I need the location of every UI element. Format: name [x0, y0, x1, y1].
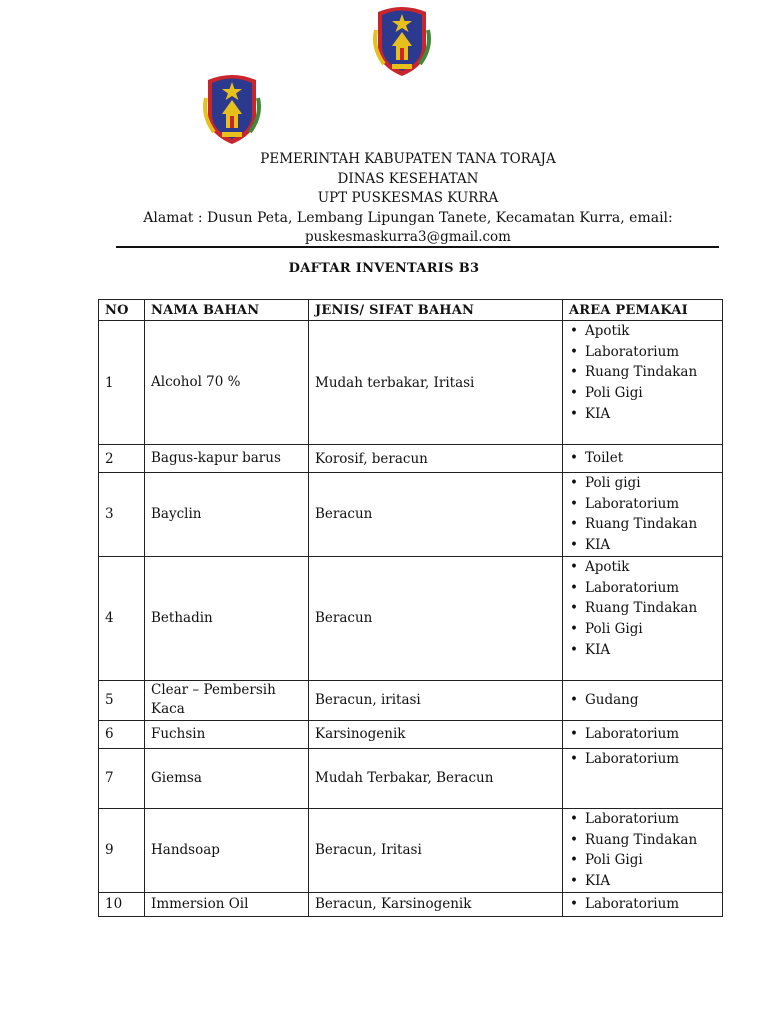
header-department: DINAS KESEHATAN	[337, 170, 479, 187]
cell-no: 3	[99, 473, 145, 557]
area-list-item: • Laboratorium	[568, 724, 716, 745]
table-row	[99, 892, 723, 916]
area-list-item: • Toilet	[568, 448, 716, 469]
area-list	[568, 894, 716, 915]
area-list	[568, 690, 716, 711]
cell-jenis-sifat: Karsinogenik	[309, 720, 563, 748]
cell-jenis-sifat: Beracun, Iritasi	[309, 808, 563, 892]
regency-emblem-icon	[200, 68, 264, 148]
area-list-item: • Laboratorium	[568, 749, 716, 770]
area-list	[568, 809, 716, 892]
cell-no: 2	[99, 445, 145, 473]
area-list-item: • Gudang	[568, 690, 716, 711]
cell-nama-bahan: Handsoap	[145, 808, 309, 892]
table-row	[99, 445, 723, 473]
cell-nama-bahan: Alcohol 70 %	[145, 321, 309, 445]
area-list	[568, 321, 716, 425]
column-header-jenis: JENIS/ SIFAT BAHAN	[309, 300, 563, 321]
regency-emblem-icon	[370, 0, 434, 80]
cell-nama-bahan: Bagus-kapur barus	[145, 445, 309, 473]
column-header-area: AREA PEMAKAI	[563, 300, 723, 321]
cell-area-pemakai	[563, 445, 723, 473]
area-list-item: • Apotik	[568, 557, 716, 578]
table-row	[99, 680, 723, 720]
emblem-graphic	[200, 68, 264, 148]
cell-nama-bahan: Giemsa	[145, 748, 309, 808]
table-row	[99, 720, 723, 748]
header-address: Alamat : Dusun Peta, Lembang Lipungan Tanete, Kecamatan Kurra, email:	[143, 209, 673, 226]
area-list-item: • Laboratorium	[568, 894, 716, 915]
cell-jenis-sifat: Mudah Terbakar, Beracun	[309, 748, 563, 808]
cell-nama-bahan: Clear – Pembersih Kaca	[145, 680, 309, 720]
cell-jenis-sifat: Korosif, beracun	[309, 445, 563, 473]
area-list-item: • KIA	[568, 640, 716, 661]
cell-area-pemakai	[563, 720, 723, 748]
cell-area-pemakai	[563, 748, 723, 808]
cell-no: 4	[99, 556, 145, 680]
table-body	[99, 321, 723, 917]
cell-jenis-sifat: Beracun	[309, 473, 563, 557]
cell-area-pemakai	[563, 680, 723, 720]
cell-no: 6	[99, 720, 145, 748]
table-header-row	[99, 300, 723, 321]
cell-jenis-sifat: Beracun, iritasi	[309, 680, 563, 720]
column-header-no: NO	[99, 300, 145, 321]
table-row	[99, 808, 723, 892]
area-list	[568, 557, 716, 661]
inventory-table	[98, 299, 723, 917]
header-divider	[116, 246, 719, 248]
column-header-nama: NAMA BAHAN	[145, 300, 309, 321]
table-row	[99, 556, 723, 680]
area-list-item: • Laboratorium	[568, 578, 716, 599]
area-list-item: • Poli Gigi	[568, 619, 716, 640]
document-title: DAFTAR INVENTARIS B3	[288, 261, 480, 276]
cell-no: 5	[99, 680, 145, 720]
cell-nama-bahan: Bethadin	[145, 556, 309, 680]
area-list-item: • Apotik	[568, 321, 716, 342]
area-list-item: • KIA	[568, 535, 716, 556]
area-list-item: • KIA	[568, 871, 716, 892]
area-list-item: • Ruang Tindakan	[568, 362, 716, 383]
area-list-item: • Ruang Tindakan	[568, 830, 716, 851]
area-list	[568, 749, 716, 770]
header-government: PEMERINTAH KABUPATEN TANA TORAJA	[260, 151, 556, 167]
table-row	[99, 473, 723, 557]
area-list-item: • Laboratorium	[568, 809, 716, 830]
area-list-item: • Laboratorium	[568, 342, 716, 363]
cell-area-pemakai	[563, 808, 723, 892]
area-list-item: • Poli Gigi	[568, 383, 716, 404]
emblem-graphic	[370, 0, 434, 80]
header-unit: UPT PUSKESMAS KURRA	[317, 190, 499, 206]
cell-area-pemakai	[563, 473, 723, 557]
cell-no: 7	[99, 748, 145, 808]
area-list-item: • Ruang Tindakan	[568, 514, 716, 535]
table-row	[99, 321, 723, 445]
cell-nama-bahan: Fuchsin	[145, 720, 309, 748]
cell-area-pemakai	[563, 892, 723, 916]
area-list	[568, 724, 716, 745]
cell-jenis-sifat: Mudah terbakar, Iritasi	[309, 321, 563, 445]
area-list-item: • Poli gigi	[568, 473, 716, 494]
cell-area-pemakai	[563, 321, 723, 445]
area-list-item: • KIA	[568, 404, 716, 425]
area-list-item: • Ruang Tindakan	[568, 598, 716, 619]
table-row	[99, 748, 723, 808]
header-email: puskesmaskurra3@gmail.com	[305, 229, 511, 245]
cell-no: 9	[99, 808, 145, 892]
cell-jenis-sifat: Beracun	[309, 556, 563, 680]
cell-jenis-sifat: Beracun, Karsinogenik	[309, 892, 563, 916]
area-list-item: • Laboratorium	[568, 494, 716, 515]
area-list-item: • Poli Gigi	[568, 850, 716, 871]
cell-no: 1	[99, 321, 145, 445]
cell-nama-bahan: Immersion Oil	[145, 892, 309, 916]
letterhead	[96, 150, 720, 248]
cell-no: 10	[99, 892, 145, 916]
cell-area-pemakai	[563, 556, 723, 680]
cell-nama-bahan: Bayclin	[145, 473, 309, 557]
area-list	[568, 473, 716, 556]
area-list	[568, 448, 716, 469]
